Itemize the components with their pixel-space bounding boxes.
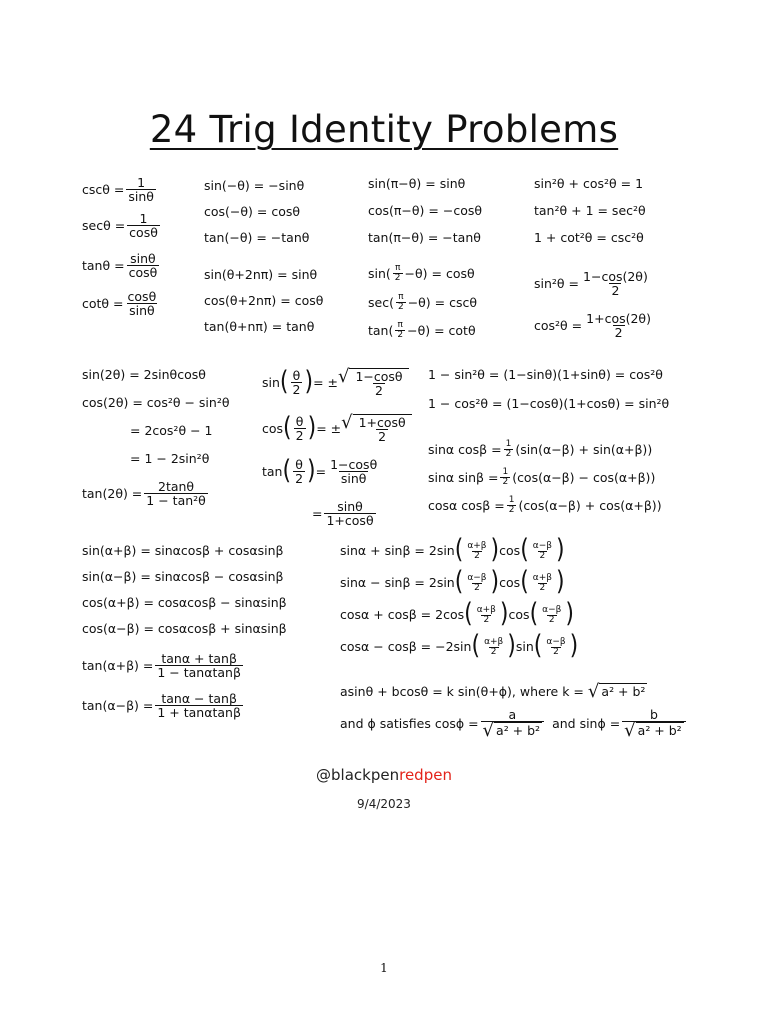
cof-sin-rhs: −θ) = cosθ: [404, 265, 475, 281]
two: 2: [397, 330, 404, 340]
even-odd-cos: cos(−θ) = cosθ: [204, 204, 301, 219]
pr-cos-lhs: cos²θ =: [534, 317, 583, 333]
radical-icon: √: [587, 681, 600, 702]
even-odd-tan: tan(−θ) = −tanθ: [204, 230, 310, 245]
pts2-rhs: (cos(α−β) − cos(α+β)): [512, 469, 656, 485]
supplement-sin: sin(π−θ) = sinθ: [368, 176, 466, 191]
two: 2: [295, 471, 304, 486]
sec-identity: [82, 212, 162, 239]
handle-black: @blackpen: [316, 766, 400, 784]
ha-tan-num2: sinθ: [337, 499, 363, 514]
ha-tan-fraction-2: [324, 500, 375, 527]
two: 2: [378, 429, 387, 444]
tan-quotient-identity: [82, 252, 161, 279]
half-den: 2: [502, 477, 509, 487]
one-half: [507, 496, 517, 515]
cot-fraction: [126, 290, 159, 317]
harmonic-text-2a: and ϕ satisfies cosϕ =: [340, 716, 479, 731]
sum-to-product-4: [340, 631, 579, 662]
da-tan-num: 2tanθ: [158, 479, 195, 494]
sum: α+β: [484, 636, 504, 647]
sec-den: cosθ: [129, 225, 158, 240]
even-odd-sin: sin(−θ) = −sinθ: [204, 178, 305, 193]
sec-num: 1: [139, 211, 148, 226]
radical-icon: √: [482, 720, 495, 741]
stp3-lhs: cosα + cosβ = 2cos: [340, 607, 465, 622]
close-paren: ): [307, 412, 317, 443]
two: 2: [397, 302, 404, 312]
diff-over-two: [540, 606, 563, 625]
ha-cos-fn: cos: [262, 420, 284, 436]
double-angle-cos-2: = 2cos²θ − 1: [130, 423, 213, 438]
cofunction-tan: [368, 321, 476, 340]
cot-den: sinθ: [129, 303, 155, 318]
sum-diff-3: cos(α+β) = cosαcosβ − sinαsinβ: [82, 595, 287, 610]
cof-tan-rhs: −θ) = cotθ: [407, 322, 476, 338]
theta: θ: [295, 414, 304, 429]
half-angle-sin: [262, 368, 409, 397]
close-paren: ): [565, 599, 574, 630]
power-reduction-cos: [534, 312, 655, 339]
page-number: 1: [380, 961, 388, 975]
pts1-rhs: (sin(α−β) + sin(α+β)): [515, 441, 653, 457]
tan-diff-den: 1 + tanαtanβ: [157, 705, 241, 720]
pi: π: [397, 320, 403, 330]
supplement-cos: cos(π−θ) = −cosθ: [368, 203, 483, 218]
equals: =: [315, 463, 327, 479]
sum-over-two: [465, 542, 488, 561]
sqrt: [588, 683, 648, 701]
double-angle-tan: [82, 480, 210, 507]
sqrt: [483, 722, 543, 740]
sin-phi-den: a² + b²: [637, 723, 682, 738]
half-den: 2: [505, 449, 512, 459]
cot-quotient-identity: [82, 290, 160, 317]
handle-red: redpen: [399, 766, 452, 784]
ha-tan-den1: sinθ: [340, 471, 367, 486]
close-paren: ): [304, 366, 314, 397]
cot-num: cosθ: [127, 289, 157, 304]
tan-sum-lhs: tan(α+β) =: [82, 657, 154, 673]
ha-sin-rad-num: 1−cosθ: [355, 369, 403, 384]
two: 2: [483, 614, 490, 625]
tan-lhs: tanθ =: [82, 257, 125, 273]
open-paren: (: [282, 455, 292, 486]
sum-to-product-1: [340, 535, 565, 566]
pr-cos-den: 2: [614, 325, 623, 340]
sec-lhs: secθ =: [82, 217, 126, 233]
csc-identity: [82, 176, 158, 203]
sum-over-two: [531, 574, 554, 593]
radical-icon: √: [341, 412, 353, 433]
ha-tan-fraction-1: [328, 458, 379, 485]
pr-sin-den: 2: [611, 283, 620, 298]
cof-sec-fn: sec(: [368, 294, 394, 310]
two: 2: [553, 646, 559, 657]
sum: α+β: [532, 572, 552, 583]
close-paren: ): [499, 599, 509, 630]
sum: α+β: [476, 604, 496, 615]
radical-icon: √: [624, 720, 636, 741]
tan-sum-num: tanα + tanβ: [161, 651, 237, 666]
stp4-lhs: cosα − cosβ = −2sin: [340, 639, 472, 654]
close-paren: ): [507, 631, 516, 662]
csc-lhs: cscθ =: [82, 181, 125, 197]
pi: π: [398, 292, 404, 302]
one-half: [504, 440, 514, 459]
harmonic-line-2: [340, 708, 688, 740]
tan-sum: [82, 652, 245, 679]
ha-cos-rad-num: 1+cosθ: [358, 415, 406, 430]
open-paren: (: [529, 599, 539, 630]
harmonic-line-1: [340, 683, 647, 701]
two: 2: [295, 428, 304, 443]
half-angle-cos: [262, 414, 412, 443]
double-angle-sin: sin(2θ) = 2sinθcosθ: [82, 367, 206, 382]
product-to-sum-1: [428, 440, 652, 459]
page-title: 24 Trig Identity Problems: [149, 108, 619, 151]
two: 2: [539, 582, 546, 593]
da-tan-den: 1 − tan²θ: [146, 493, 206, 508]
pr-cos-fraction: [584, 312, 653, 339]
theta-over-two: [294, 415, 306, 442]
double-angle-cos-1: cos(2θ) = cos²θ − sin²θ: [82, 395, 230, 410]
harmonic-text-2b: and sinϕ =: [552, 716, 621, 731]
open-paren: (: [283, 412, 292, 443]
half-num: 1: [505, 439, 512, 449]
two: 2: [474, 582, 480, 593]
pr-sin-num: 1−cos(2θ): [583, 269, 648, 284]
cof-sec-rhs: −θ) = cscθ: [407, 294, 478, 310]
cof-tan-fn: tan(: [368, 322, 394, 338]
pi-over-two: [396, 293, 406, 312]
theta-over-two: [293, 458, 305, 485]
cofunction-sin: [368, 264, 475, 283]
tan-num: sinθ: [130, 251, 156, 266]
two: 2: [474, 550, 480, 561]
tan-diff-num: tanα − tanβ: [161, 691, 237, 706]
periodic-cos: cos(θ+2nπ) = cosθ: [204, 293, 324, 308]
close-paren: ): [490, 567, 500, 598]
pythagorean-factored-1: 1 − sin²θ = (1−sinθ)(1+sinθ) = cos²θ: [428, 367, 663, 382]
one-half: [500, 468, 510, 487]
sum-diff-1: sin(α+β) = sinαcosβ + cosαsinβ: [82, 543, 284, 558]
close-paren: ): [556, 535, 565, 566]
diff: α−β: [546, 636, 566, 647]
theta: θ: [295, 457, 303, 472]
pr-sin-lhs: sin²θ =: [534, 275, 580, 291]
pi: π: [394, 263, 401, 273]
two: 2: [490, 646, 497, 657]
diff: α−β: [542, 604, 562, 615]
sqrt: [624, 722, 684, 740]
open-paren: (: [454, 535, 464, 566]
open-paren: (: [454, 567, 464, 598]
cos-phi-den: a² + b²: [496, 723, 541, 738]
double-angle-cos-3: = 1 − 2sin²θ: [130, 451, 210, 466]
ha-tan-num1: 1−cosθ: [330, 457, 378, 472]
sin-phi-fraction: [622, 708, 686, 740]
two: 2: [539, 550, 546, 561]
ha-cos-radicand: [357, 416, 408, 443]
author-handle: [0, 766, 768, 784]
half-num: 1: [508, 495, 515, 505]
periodic-sin: sin(θ+2nπ) = sinθ: [204, 267, 318, 282]
product-to-sum-2: [428, 468, 655, 487]
tan-sum-den: 1 − tanαtanβ: [157, 665, 241, 680]
two: 2: [292, 382, 301, 397]
pythagorean-factored-2: 1 − cos²θ = (1−cosθ)(1+cosθ) = sin²θ: [428, 396, 670, 411]
pythagorean-3: 1 + cot²θ = csc²θ: [534, 230, 644, 245]
cof-sin-fn: sin(: [368, 265, 391, 281]
open-paren: (: [520, 535, 529, 566]
stp2-lhs: sinα − sinβ = 2sin: [340, 575, 455, 590]
close-paren: ): [307, 455, 316, 486]
harmonic-text-1: asinθ + bcosθ = k sin(θ+ϕ), where k =: [340, 684, 584, 699]
stp1-mid: cos: [499, 543, 521, 558]
diff-over-two: [465, 574, 488, 593]
supplement-tan: tan(π−θ) = −tanθ: [368, 230, 481, 245]
half-den: 2: [508, 505, 515, 515]
pr-sin-fraction: [581, 270, 650, 297]
half-num: 1: [502, 467, 509, 477]
close-paren: ): [569, 631, 579, 662]
diff-over-two: [531, 542, 554, 561]
tan-diff-lhs: tan(α−β) =: [82, 697, 154, 713]
product-to-sum-3: [428, 496, 662, 515]
stp4-mid: sin: [515, 639, 534, 654]
sum-diff-2: sin(α−β) = sinαcosβ − cosαsinβ: [82, 569, 284, 584]
csc-fraction: [126, 176, 156, 203]
two: 2: [375, 383, 383, 398]
open-paren: (: [533, 631, 543, 662]
open-paren: (: [464, 599, 473, 630]
da-tan-fraction: [144, 480, 208, 507]
sqrt: [338, 368, 409, 397]
pts3-lhs: cosα cosβ =: [428, 497, 505, 513]
open-paren: (: [520, 567, 529, 598]
sin-phi-num: b: [649, 707, 658, 722]
sum: α+β: [467, 540, 487, 551]
tan-fraction: [127, 252, 160, 279]
pts2-lhs: sinα sinβ =: [428, 469, 499, 485]
tan-sum-fraction: [155, 652, 243, 679]
power-reduction-sin: [534, 270, 652, 297]
diff: α−β: [532, 540, 552, 551]
pythagorean-2: tan²θ + 1 = sec²θ: [534, 203, 646, 218]
cot-lhs: cotθ =: [82, 295, 124, 311]
tan-diff: [82, 692, 245, 719]
diff-over-two: [544, 638, 567, 657]
sum-diff-4: cos(α−β) = cosαcosβ + sinαsinβ: [82, 621, 287, 636]
ha-sin-radicand: [353, 370, 404, 397]
cos-phi-num: a: [508, 707, 517, 722]
tan-diff-fraction: [155, 692, 243, 719]
pts1-lhs: sinα cosβ =: [428, 441, 502, 457]
sum-over-two: [482, 638, 505, 657]
half-angle-tan: [262, 455, 381, 486]
pi-over-two: [393, 264, 403, 283]
tan-den: cosθ: [128, 265, 158, 280]
stp1-lhs: sinα + sinβ = 2sin: [340, 543, 455, 558]
stp3-mid: cos: [508, 607, 530, 622]
sum-to-product-2: [340, 567, 565, 598]
date: 9/4/2023: [357, 797, 411, 811]
cos-phi-fraction: [481, 708, 545, 740]
sqrt: [341, 414, 412, 443]
half-angle-tan-alt: [312, 500, 378, 527]
plus-minus: = ±: [316, 420, 342, 436]
periodic-tan: tan(θ+nπ) = tanθ: [204, 319, 315, 334]
ha-sin-fn: sin: [262, 374, 280, 390]
pythagorean-1: sin²θ + cos²θ = 1: [534, 176, 644, 191]
open-paren: (: [471, 631, 481, 662]
ha-tan-den2: 1+cosθ: [326, 513, 374, 528]
sum-over-two: [475, 606, 498, 625]
theta-over-two: [291, 369, 303, 396]
pts3-rhs: (cos(α−β) + cos(α+β)): [518, 497, 662, 513]
k-radicand: a² + b²: [601, 684, 646, 699]
pi-over-two: [395, 321, 405, 340]
sum-to-product-3: [340, 599, 574, 630]
theta: θ: [292, 368, 301, 383]
ha-tan-fn: tan: [262, 463, 283, 479]
close-paren: ): [556, 567, 565, 598]
close-paren: ): [490, 535, 500, 566]
radical-icon: √: [337, 366, 350, 387]
csc-num: 1: [137, 175, 146, 190]
sec-fraction: [127, 212, 160, 239]
plus-minus: = ±: [313, 374, 338, 390]
csc-den: sinθ: [128, 189, 154, 204]
two: 2: [548, 614, 555, 625]
equals: =: [312, 505, 323, 521]
stp2-mid: cos: [499, 575, 521, 590]
cofunction-sec: [368, 293, 477, 312]
pr-cos-num: 1+cos(2θ): [586, 311, 651, 326]
two: 2: [394, 273, 401, 283]
da-tan-lhs: tan(2θ) =: [82, 485, 143, 501]
open-paren: (: [279, 366, 289, 397]
diff: α−β: [467, 572, 487, 583]
